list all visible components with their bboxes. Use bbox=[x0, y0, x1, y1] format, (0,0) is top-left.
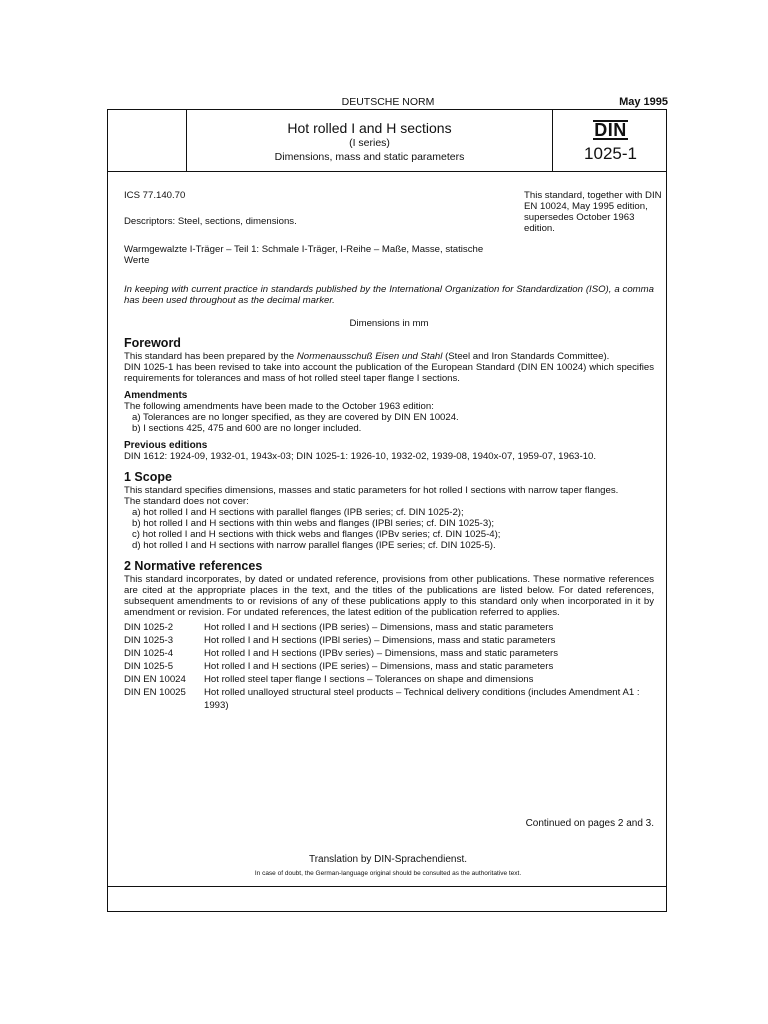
foreword-heading: Foreword bbox=[124, 336, 181, 350]
title-block bbox=[108, 110, 666, 172]
document-body bbox=[124, 336, 654, 712]
amendments-heading: Amendments bbox=[124, 390, 188, 401]
ics-code: ICS 77.140.70 bbox=[124, 190, 186, 201]
standard-type: DEUTSCHE NORM bbox=[341, 96, 435, 108]
issue-date: May 1995 bbox=[619, 96, 668, 108]
foreword-paragraph-1: This standard has been prepared by the Normenausschuß Eisen und Stahl (Steel and Iron Standards Committee). bbox=[124, 351, 610, 362]
title-block-blank bbox=[108, 110, 187, 171]
din-number: 1025-1 bbox=[584, 144, 637, 163]
title-block-center bbox=[187, 110, 552, 171]
dimensions-note: Dimensions in mm bbox=[349, 318, 429, 329]
amendments-intro: The following amendments have been made to the October 1963 edition: bbox=[124, 401, 434, 412]
top-line bbox=[108, 96, 668, 109]
scope-item: a) hot rolled I and H sections with parallel flanges (IPB series; cf. DIN 1025-2); bbox=[132, 507, 464, 518]
reference-code: DIN 1025-3 bbox=[124, 635, 174, 646]
document-subtitle: Dimensions, mass and static parameters bbox=[274, 151, 465, 163]
authoritative-note: In case of doubt, the German-language original should be consulted as the authoritative text. bbox=[254, 870, 522, 877]
scope-item: c) hot rolled I and H sections with thick webs and flanges (IPBv series; cf. DIN 1025-4); bbox=[132, 529, 501, 540]
document-title: Hot rolled I and H sections bbox=[287, 120, 452, 136]
previous-editions-heading: Previous editions bbox=[124, 440, 208, 451]
scope-item: d) hot rolled I and H sections with narrow parallel flanges (IPE series; cf. DIN 1025-5). bbox=[132, 540, 496, 551]
normative-references-heading: 2 Normative references bbox=[124, 559, 263, 573]
iso-note: In keeping with current practice in standards published by the International Organization for Standardization (ISO), a comma has been used throughout as the decimal marker. bbox=[124, 284, 654, 306]
reference-list bbox=[124, 621, 654, 712]
title-block-din bbox=[552, 110, 668, 171]
reference-code: DIN 1025-5 bbox=[124, 661, 174, 672]
normative-references-intro: This standard incorporates, by dated or undated reference, provisions from other publications. These normative references are cited at the appropriate places in the text, and the titles of the publications are listed below. For dated references, subsequent amendments to or revisions of any of these publications apply to this standard only when incorporated in it by amendment or revision. For undated references, the latest edition of the publication referred to applies. bbox=[124, 574, 654, 618]
reference-title: Hot rolled steel taper flange I sections – Tolerances on shape and dimensions bbox=[204, 674, 534, 685]
reference-code: DIN 1025-4 bbox=[124, 648, 174, 659]
reference-code: DIN EN 10025 bbox=[124, 687, 186, 698]
translation-note: Translation by DIN-Sprachendienst. bbox=[308, 854, 468, 865]
reference-code: DIN EN 10024 bbox=[124, 674, 186, 685]
reference-title: Hot rolled I and H sections (IPB series) – Dimensions, mass and static parameters bbox=[204, 622, 554, 633]
din-logo: DIN bbox=[594, 120, 627, 140]
foreword-paragraph-2: DIN 1025-1 has been revised to take into account the publication of the European Standard (DIN EN 10024) which specifies requirements for tolerances and mass of hot rolled steel taper flange I sections. bbox=[124, 362, 654, 384]
supersedes-note: This standard, together with DIN EN 10024, May 1995 edition, supersedes October 1963 edition. bbox=[524, 190, 662, 234]
descriptors: Descriptors: Steel, sections, dimensions. bbox=[124, 216, 297, 227]
reference-title: Hot rolled I and H sections (IPBv series) – Dimensions, mass and static parameters bbox=[204, 648, 559, 659]
reference-code: DIN 1025-2 bbox=[124, 622, 174, 633]
amendment-item: a) Tolerances are no longer specified, as they are covered by DIN EN 10024. bbox=[132, 412, 459, 423]
scope-item: b) hot rolled I and H sections with thin webs and flanges (IPBl series; cf. DIN 1025-3); bbox=[132, 518, 495, 529]
scope-heading: 1 Scope bbox=[124, 470, 172, 484]
previous-editions-text: DIN 1612: 1924-09, 1932-01, 1943x-03; DIN 1025-1: 1926-10, 1932-02, 1939-08, 1940x-07, 1959-07, 1963-10. bbox=[124, 451, 597, 462]
reference-title: Hot rolled I and H sections (IPE series) – Dimensions, mass and static parameters bbox=[204, 661, 554, 672]
reference-title: Hot rolled I and H sections (IPBl series) – Dimensions, mass and static parameters bbox=[204, 635, 556, 646]
scope-paragraph-1: This standard specifies dimensions, masses and static parameters for hot rolled I sections with narrow taper flanges. bbox=[124, 485, 619, 496]
amendment-item: b) I sections 425, 475 and 600 are no longer included. bbox=[132, 423, 362, 434]
document-series: (I series) bbox=[349, 137, 390, 149]
reference-title: Hot rolled unalloyed structural steel products – Technical delivery conditions (includes Amendment A1 : 1993) bbox=[204, 687, 640, 711]
continued-note: Continued on pages 2 and 3. bbox=[525, 818, 654, 829]
footer-divider bbox=[108, 886, 666, 887]
german-title: Warmgewalzte I-Träger – Teil 1: Schmale I-Träger, I-Reihe – Maße, Masse, statische Werte bbox=[124, 244, 484, 266]
scope-paragraph-2: The standard does not cover: bbox=[124, 496, 249, 507]
document-frame bbox=[107, 109, 667, 912]
